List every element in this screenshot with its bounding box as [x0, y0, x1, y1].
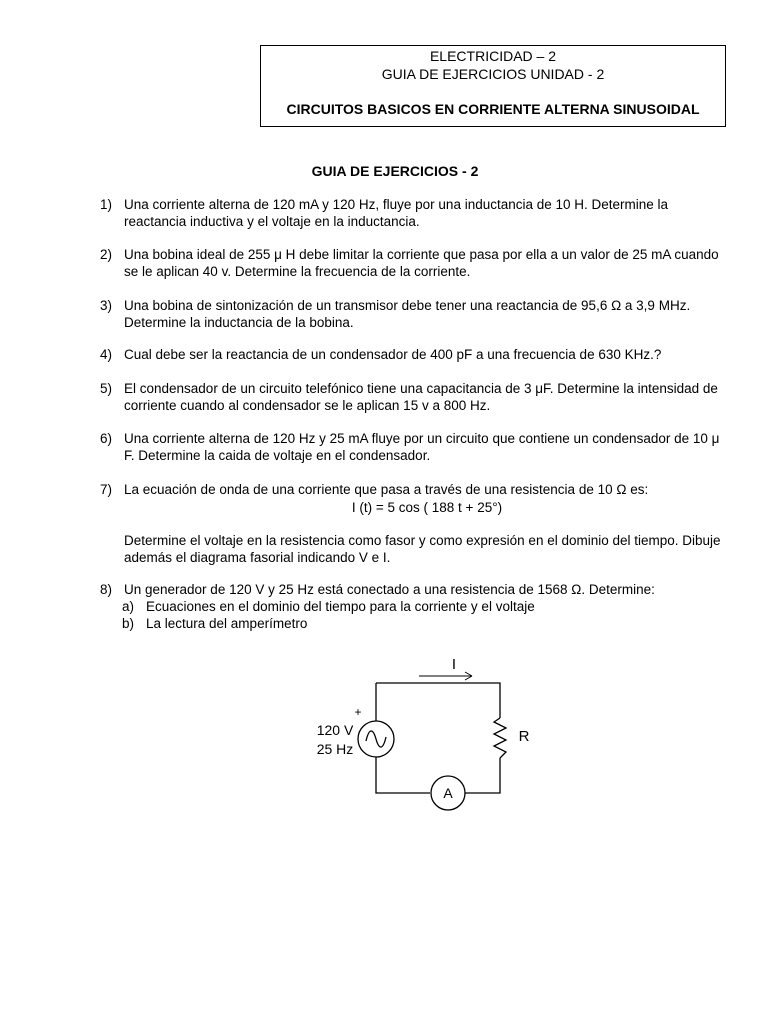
source-frequency-label: 25 Hz [316, 741, 354, 757]
exercise-number: 4) [100, 347, 113, 362]
current-formula: I (t) = 5 cos ( 188 t + 25°) [351, 500, 503, 515]
course-title: ELECTRICIDAD – 2 [429, 48, 557, 64]
circuit-wire [376, 683, 500, 718]
circuit-wire [376, 757, 430, 793]
current-arrow [419, 672, 472, 680]
exercise-text: Una corriente alterna de 120 Hz y 25 mA fluye por un circuito que contiene un condensador de 10 μ F. Determine la caida de voltaje en el condensador. [124, 431, 720, 463]
exercise-number: 1) [100, 197, 113, 212]
exercise-text: El condensador de un circuito telefónico tiene una capacitancia de 3 μF. Determine la intensidad de corriente cuando al condensador se le aplican 15 v a 800 Hz. [124, 381, 718, 413]
exercise-text: Un generador de 120 V y 25 Hz está conectado a una resistencia de 1568 Ω. Determine: [124, 582, 655, 597]
page-title: GUIA DE EJERCICIOS - 2 [311, 163, 479, 179]
resistor-label: R [518, 728, 530, 745]
exercise-followup: Determine el voltaje en la resistencia como fasor y como expresión en el dominio del tiempo. Dibuje además el diagrama fasorial indicando V e I. [124, 533, 721, 565]
circuit-wire [465, 758, 500, 793]
exercise-number: 8) [100, 582, 113, 597]
exercise-text: La ecuación de onda de una corriente que pasa a través de una resistencia de 10 Ω es: [124, 482, 649, 497]
exercise-number: 7) [100, 482, 113, 497]
exercise-text: Una bobina de sintonización de un transmisor debe tener una reactancia de 95,6 Ω a 3,9 MHz. Determine la inductancia de la bobina. [124, 298, 691, 330]
exercise-text: Cual debe ser la reactancia de un condensador de 400 pF a una frecuencia de 630 KHz.? [124, 347, 662, 362]
current-label: I [451, 656, 457, 673]
sub-item-label: b) [122, 616, 135, 631]
exercise-number: 2) [100, 247, 113, 262]
sub-item-text: Ecuaciones en el dominio del tiempo para la corriente y el voltaje [146, 599, 535, 614]
polarity-plus: + [354, 705, 362, 719]
ammeter-label: A [443, 785, 453, 801]
exercise-number: 3) [100, 298, 113, 313]
exercise-text: Una corriente alterna de 120 mA y 120 Hz, fluye por una inductancia de 10 H. Determine la reactancia inductiva y el voltaje en la inductancia. [124, 197, 669, 229]
sub-item-label: a) [122, 599, 135, 614]
sub-item-text: La lectura del amperímetro [146, 616, 308, 631]
exercise-number: 5) [100, 381, 113, 396]
exercise-text: Una bobina ideal de 255 μ H debe limitar la corriente que pasa por ella a un valor de 25 mA cuando se le aplican 40 v. Determine la frecuencia de la corriente. [124, 247, 719, 279]
exercise-number: 6) [100, 431, 113, 446]
resistor [494, 718, 506, 758]
guide-subtitle: GUIA DE EJERCICIOS UNIDAD - 2 [381, 66, 605, 82]
source-voltage-label: 120 V [316, 722, 354, 738]
topic-title: CIRCUITOS BASICOS EN CORRIENTE ALTERNA SINUSOIDAL [286, 101, 700, 117]
